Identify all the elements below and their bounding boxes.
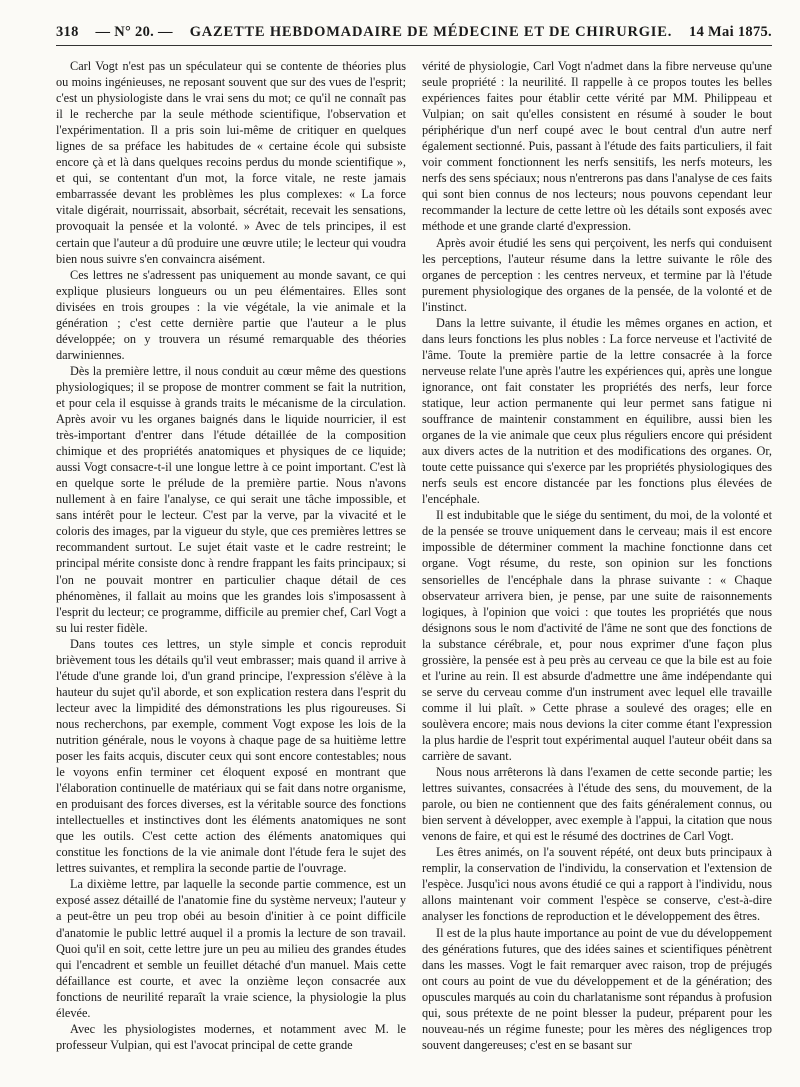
page-header xyxy=(56,24,772,41)
issue-number: — N° 20. — xyxy=(95,24,173,40)
paragraph: Ces lettres ne s'adressent pas uniquement au monde savant, ce qui explique plusieurs longueurs ou un peu élémentaires. Elles sont divisées en trois groupes : la vie végétale, la vie animale et la génération ; c'est cette dernière partie que l'auteur a le plus développée; on y trouvera un résumé remarquable des théories darwiniennes. xyxy=(56,267,406,362)
paragraph: Dans la lettre suivante, il étudie les mêmes organes en action, et dans leurs fonctions les plus nobles : La force nerveuse et l'activité de l'âme. Toute la première partie de la lettre consacrée à la force nerveuse relate l'une après l'autre les expériences qui, après une longue ignorance, ont fait constater les propriétés des nerfs, leur force statique, leur action permanente qui leur permet sans fatigue ni souffrance de maintenir constamment en équilibre, aussi bien les organes de la vie animale que ceux plus réguliers encore qui président aux divers actes de la nutrition et des modifications des organes. Or, toute cette puissance qui s'exerce par les propriétés physiologiques des nerfs seuls est encore distancée par les fonctions plus élevées de l'encéphale. xyxy=(422,315,772,507)
paragraph: Après avoir étudié les sens qui perçoivent, les nerfs qui conduisent les perceptions, l'auteur résume dans la lettre suivante le rôle des organes de perception : les centres nerveux, et termine par là l'étude purement physiologique des organes de la pensée, de la volonté et de l'instinct. xyxy=(422,235,772,314)
paragraph: vérité de physiologie, Carl Vogt n'admet dans la fibre nerveuse qu'une seule propriété : la neurilité. Il rappelle à ce propos toutes les belles expériences faites pour établir cette vérité par MM. Philippeau et Vulpian; on sait qu'elles consistent en résumé à souder le bout périphérique d'un nerf coupé avec le bout central d'un autre nerf également sectionné. Puis, passant à l'étude des faits particuliers, il fait voir comment fonctionnent les nerfs sensitifs, les nerfs moteurs, les nerfs des sens spéciaux; nous n'entrerons pas dans l'analyse de ces faits qui sont bien connus de nos lecteurs; nous pouvons cependant leur recommander la lecture de cette lettre où les détails sont exposés avec méthode et une grande clarté d'expression. xyxy=(422,59,772,234)
right-column xyxy=(422,58,772,1069)
paragraph: Avec les physiologistes modernes, et notamment avec M. le professeur Vulpian, qui est l'avocat principal de cette grande xyxy=(56,1021,406,1052)
header-rule xyxy=(56,45,772,46)
page-number: 318 xyxy=(56,24,79,40)
paragraph: Il est de la plus haute importance au point de vue du développement des générations futures, que des idées saines et scientifiques pénètrent dans les masses. Vogt le fait remarquer avec raison, trop de préjugés ont cours au point de vue du développement et de la génération; des opuscules marqués au coin du charlatanisme sont répandus à profusion qui, sous prétexte de ne point blesser la pudeur, préparent pour les nouveau-nés un régime funeste; pour les mères des négligences trop souvent dangereuses; c'est en se basant sur xyxy=(422,925,772,1052)
paragraph: Carl Vogt n'est pas un spéculateur qui se contente de théories plus ou moins ingénieuses, ne reposant souvent que sur des vues de l'esprit; c'est un physiologiste dans le vrai sens du mot; ce qu'il ne connaît pas il le recherche par la seule méthode scientifique, l'observation et l'expérimentation. Il a pris soin lui-même de critiquer en quelques lignes de sa préface les habitudes de « certaine école qui subsiste encore çà et là dans quelques recoins perdus du monde scientifique », et qui, se contentant d'un mot, la force vitale, ne reste jamais embarrassée devant les problèmes les plus complexes: « La force vitale digérait, nourrissait, absorbait, sécrétait, recevait les sensations, provoquait la pensée et la volonté. » Avec de tels principes, il est certain que l'auteur a dû produire une œuvre utile; le lecteur qui voudra bien nous suivre s'en convaincra aisément. xyxy=(56,59,406,266)
paragraph: Nous nous arrêterons là dans l'examen de cette seconde partie; les lettres suivantes, consacrées à l'étude des sens, du mouvement, de la parole, ou bien ne contiennent que des faits généralement connus, ou bien servent à développer, avec exemple à l'appui, la citation que nous venons de faire, et qui est le résumé des doctrines de Carl Vogt. xyxy=(422,765,772,844)
paragraph: Il est indubitable que le siége du sentiment, du moi, de la volonté et de la pensée se trouve uniquement dans le cerveau; mais il est encore impossible de déterminer comment la machine fonctionne dans cet organe. Vogt résume, du reste, son opinion sur les fonctions sensorielles de l'encéphale dans la phrase suivante : « Chaque observateur arrivera bien, je pense, par une suite de raisonnements logiques, à l'opinion que voici : que toutes les propriétés que nous désignons sous le nom d'activité de l'âme ne sont que des fonctions de la substance cérébrale, et, pour nous exprimer d'une façon plus grossière, la pensée est à peu près au cerveau ce que la bile est au foie et l'urine au rein. Il est absurde d'admettre une âme indépendante qui se serve du cerveau comme d'un instrument avec lequel elle travaille comme il lui plaît. » Cette phrase a soulevé des orages; elle en soulèvera encore; mais nous devions la citer comme étant l'expression la plus hardie de l'esprit tout expérimental auquel l'auteur obéit dans sa carrière de savant. xyxy=(422,508,772,764)
journal-title: GAZETTE HEBDOMADAIRE DE MÉDECINE ET DE CHIRURGIE. xyxy=(189,24,673,40)
paragraph: Dès la première lettre, il nous conduit au cœur même des questions physiologiques; il se propose de montrer comment se fait la nutrition, et pour cela il esquisse à grands traits le mécanisme de la circulation. Après avoir vu les organes baignés dans le liquide nourricier, il est très-important d'entrer dans l'étude détaillée de la composition chimique et des propriétés anatomiques et physiques de ce liquide; aussi Vogt consacre-t-il une longue lettre à ce point important. C'est là en quelque sorte le prélude de la première partie. Nous n'avons nullement à en faire l'analyse, ce qui serait une tâche impossible, et sans intérêt pour le lecteur. C'est par la verve, par la vivacité et le coloris des images, par la vigueur du style, que ces premières lettres se recommandent surtout. Le sujet était vaste et le cadre restreint; le principal mérite consiste donc à rendre frappant les faits principaux; si l'on ne pouvait montrer en particulier chaque détail de ces phénomènes, il fallait au moins que les grandes lois s'imposassent à l'esprit du lecteur; ce programme, difficile au premier chef, Carl Vogt a su lui rester fidèle. xyxy=(56,363,406,635)
paragraph: La dixième lettre, par laquelle la seconde partie commence, est un exposé assez détaillé de l'anatomie fine du système nerveux; l'auteur y a peut-être un peu trop obéi au besoin d'initier à ce point difficile d'anatomie le public lettré auquel il a promis la lecture de son travail. Quoi qu'il en soit, cette lettre jure un peu au milieu des grandes études qui l'encadrent et semble un feuillet détaché d'un manuel. Mais cette défaillance est courte, et avec la onzième leçon consacrée aux fonctions de neurilité reparaît la vraie science, la physiologie la plus élevée. xyxy=(56,877,406,1020)
paragraph: Dans toutes ces lettres, un style simple et concis reproduit brièvement tous les détails qu'il veut embrasser; mais quand il arrive à l'étude d'une grande loi, d'un grand principe, l'expression s'élève à la hauteur du sujet qu'il aborde, et son explication restera dans l'esprit du lecteur avec la limpidité des démonstrations les plus rigoureuses. Si nous recherchons, par exemple, comment Vogt expose les lois de la nutrition générale, nous le voyons à chaque page de sa huitième lettre poser les faits acquis, discuter ceux qui sont encore contestables; nous le voyons enfin terminer cet éloquent exposé en montrant que l'élaboration continuelle de matériaux qui se fait dans notre organisme, en produisant des forces diverses, est la véritable source des fonctions intellectuelles et instinctives dont les éléments anatomiques ne sont que les outils. C'est cette action des éléments anatomiques qui constitue les fonctions de la vie animale dont l'étude fera le sujet des lettres suivantes, et remplira la seconde partie de l'ouvrage. xyxy=(56,636,406,876)
left-column xyxy=(56,58,406,1069)
issue-date: 14 Mai 1875. xyxy=(689,24,772,40)
paragraph: Les êtres animés, on l'a souvent répété, ont deux buts principaux à remplir, la conservation de l'individu, la conservation et l'extension de l'espèce. Jusqu'ici nous avons étudié ce qui a rapport à l'individu, nous allons maintenant voir comment l'espèce se conserve, c'est-à-dire analyser les fonctions de reproduction et le développement des êtres. xyxy=(422,845,772,924)
article-columns xyxy=(56,58,772,1069)
